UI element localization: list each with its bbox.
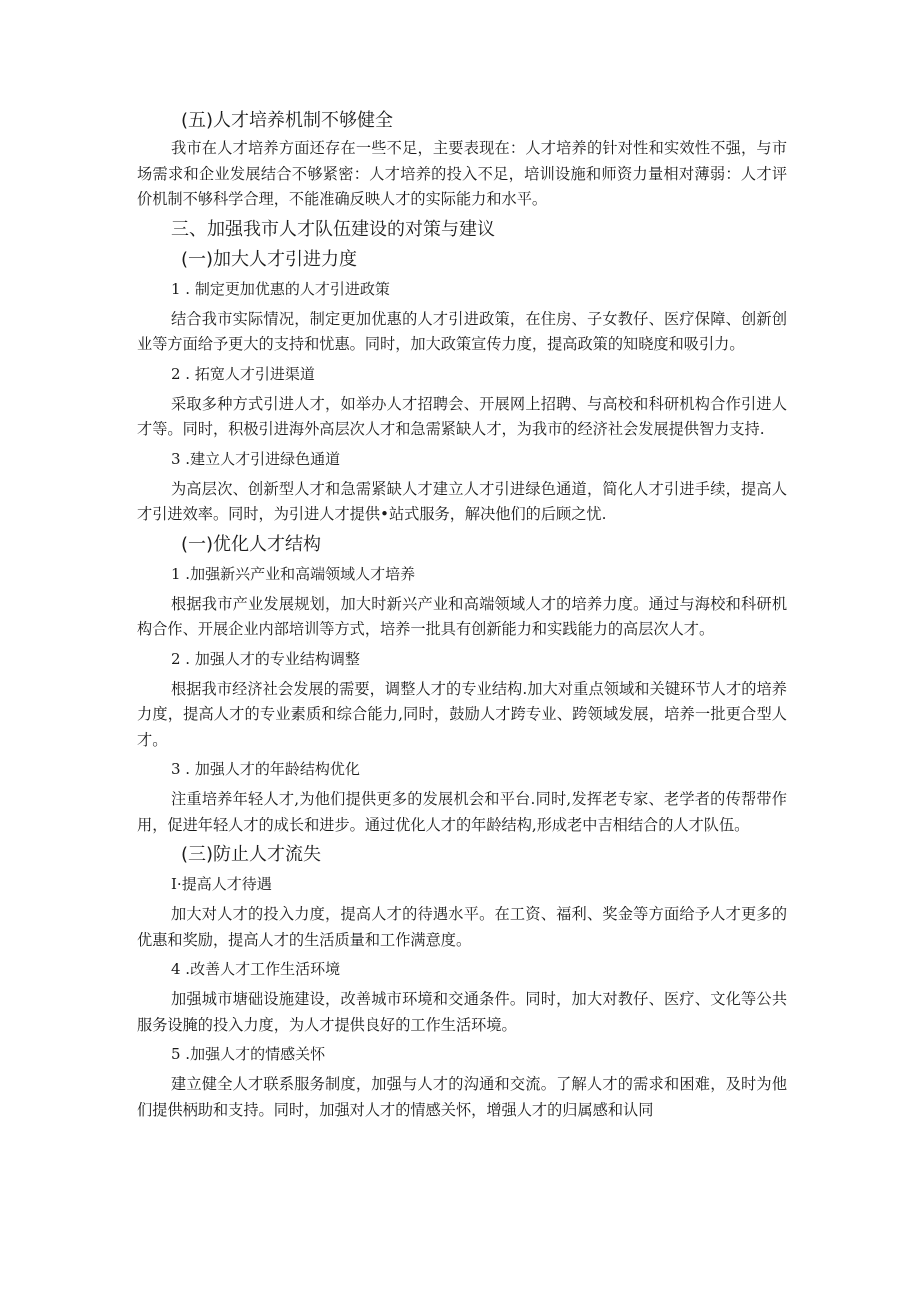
item-heading-environment: 4 .改善人才工作生活环境 xyxy=(171,960,341,978)
document-page xyxy=(137,106,787,1125)
paragraph-age: 注重培养年轻人才,为他们提供更多的发展机会和平台.同时,发挥老专家、老学者的传帮带作用，促进年轻人才的成长和进步。通过优化人才的年龄结构,形成老中吉相结合的人才队伍。 xyxy=(137,790,787,834)
item-heading-policy: 1 . 制定更加优惠的人才引进政策 xyxy=(171,279,390,298)
section-heading-retention: (三)防止人才流失 xyxy=(181,844,322,865)
paragraph-channels: 采取多种方式引进人才，如举办人才招聘会、开展网上招聘、与高校和科研机构合作引进人才等。同时，积极引进海外高层次人才和急需紧缺人才，为我市的经济社会发展提供智力支持. xyxy=(137,394,787,438)
paragraph-environment: 加强城市塘础设施建设，改善城市环境和交通条件。同时，加大对教仔、医疗、文化等公共服务设腌的投入力度，为人才提供良好的工作生活环境。 xyxy=(137,990,787,1034)
item-heading-green-channel: 3 .建立人才引进绿色通道 xyxy=(171,449,341,468)
item-heading-channels: 2 . 拓宽人才引进渠道 xyxy=(171,364,315,383)
section-heading-structure: (一)优化人才结构 xyxy=(181,533,322,555)
paragraph-care: 建立健全人才联系服务制度，加强与人才的沟通和交流。了解人才的需求和困难，及时为他们提供柄助和支持。同时，加强对人才的情感关怀，增强人才的归属感和认同 xyxy=(137,1075,787,1119)
chapter-heading-3: 三、加强我市人才队伍建设的对策与建议 xyxy=(171,218,495,240)
paragraph-pay: 加大对人才的投入力度，提高人才的待遇水平。在工资、福利、奖金等方面给予人才更多的优惠和奖励，提高人才的生活质量和工作满意度。 xyxy=(137,905,787,949)
item-heading-emerging: 1 .加强新兴产业和高端领域人才培养 xyxy=(171,564,416,583)
paragraph-emerging: 根据我市产业发展规划，加大时新兴产业和高端领域人才的培养力度。通过与海校和科研机构合作、开展企业内部培训等方式，培养一批具有创新能力和实践能力的高层次人才。 xyxy=(137,594,787,638)
paragraph-green-channel: 为高层次、创新型人才和急需紧缺人才建立人才引进绿色通道，简化人才引进手续，提高人才引进效率。同时，为引进人才提供•站式服务，解决他们的后顾之忧. xyxy=(137,479,787,523)
paragraph-specialty: 根据我市经济社会发展的需要，调整人才的专业结构.加大对重点领域和关键环节人才的培养力度，提高人才的专业素质和综合能力,同时，鼓励人才跨专业、跨领域发展，培养一批更合型人才。 xyxy=(137,679,787,749)
section-heading-talent-intro: (一)加大人才引进力度 xyxy=(181,248,358,270)
item-heading-pay: I·提高人才待遇 xyxy=(171,875,272,893)
item-heading-care: 5 .加强人才的情感关怀 xyxy=(171,1045,326,1063)
item-heading-age: 3 . 加强人才的年龄结构优化 xyxy=(171,760,360,778)
section-heading-5: (五)人才培养机制不够健全 xyxy=(181,110,394,131)
item-heading-specialty: 2 . 加强人才的专业结构调整 xyxy=(171,649,360,668)
paragraph-policy: 结合我市实际情况，制定更加优惠的人才引进政策，在住房、子女教仔、医疗保障、创新创业等方面给予更大的支持和忧惠。同时，加大政策宣传力度，提高政策的知晓度和吸引力。 xyxy=(137,309,787,353)
paragraph-training-issues: 我市在人才培养方面还存在一些不足，主要表现在：人才培养的针对性和实效性不强，与市场需求和企业发展结合不够紧密：人才培养的投入不足，培训设施和师资力量相对薄弱：人才评价机制不够科学合理，不能准确反映人才的实际能力和水平。 xyxy=(137,139,787,208)
